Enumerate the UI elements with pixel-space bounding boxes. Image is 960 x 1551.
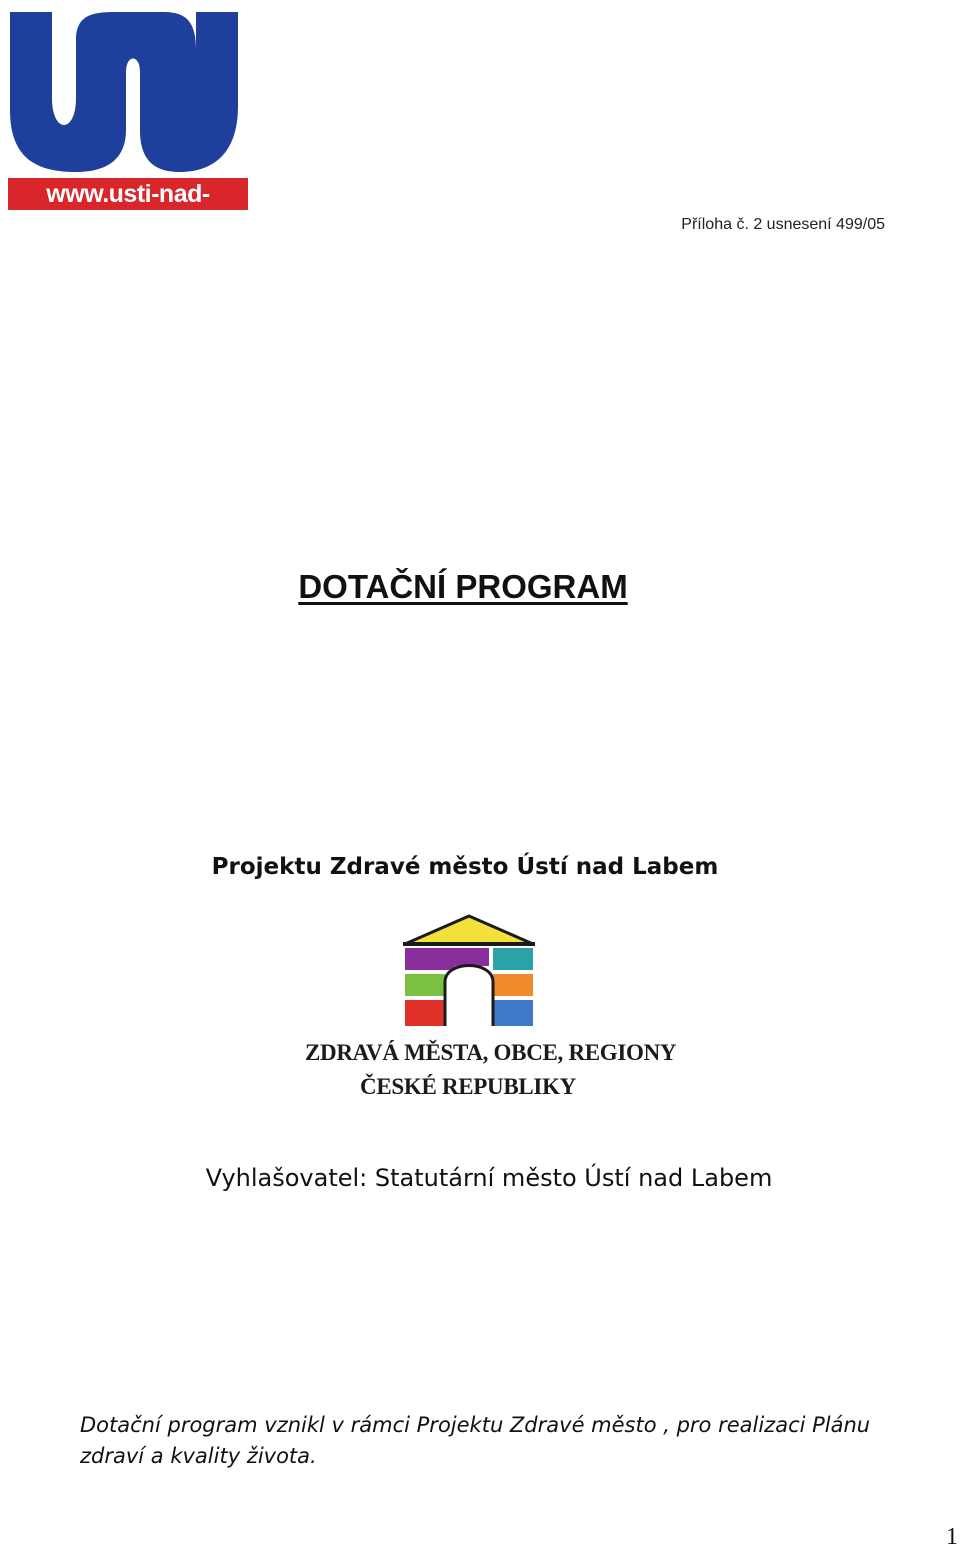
logo-arch	[445, 966, 493, 1027]
logo-roof	[405, 916, 533, 944]
project-subtitle: Projektu Zdravé město Ústí nad Labem	[211, 854, 719, 880]
logo-block-orange	[493, 974, 533, 996]
logo-block-purple-mid	[455, 948, 489, 966]
logo-block-teal	[493, 948, 533, 970]
logo-block-green	[405, 974, 445, 996]
page-number: 1	[946, 1524, 958, 1550]
logo-block-red	[405, 1000, 445, 1026]
logo-block-blue	[493, 1000, 533, 1026]
intro-paragraph: Dotační program vznikl v rámci Projektu Zdravé město , pro realizaci Plánu zdraví a kvality života.	[80, 1413, 871, 1468]
annex-reference: Příloha č. 2 usnesení 499/05	[681, 216, 885, 233]
network-logo-line-2: ČESKÉ REPUBLIKY	[360, 1074, 576, 1099]
logo-block-purple-left	[405, 948, 455, 970]
usti-logo-notch	[196, 50, 210, 146]
network-logo-line-1: ZDRAVÁ MĚSTA, OBCE, REGIONY	[305, 1040, 677, 1065]
announcer-line: Vyhlašovatel: Statutární město Ústí nad Labem	[205, 1164, 773, 1192]
document-title: DOTAČNÍ PROGRAM	[298, 568, 628, 605]
usti-logo-url: www.usti-nad-labem.cz	[8, 178, 248, 210]
